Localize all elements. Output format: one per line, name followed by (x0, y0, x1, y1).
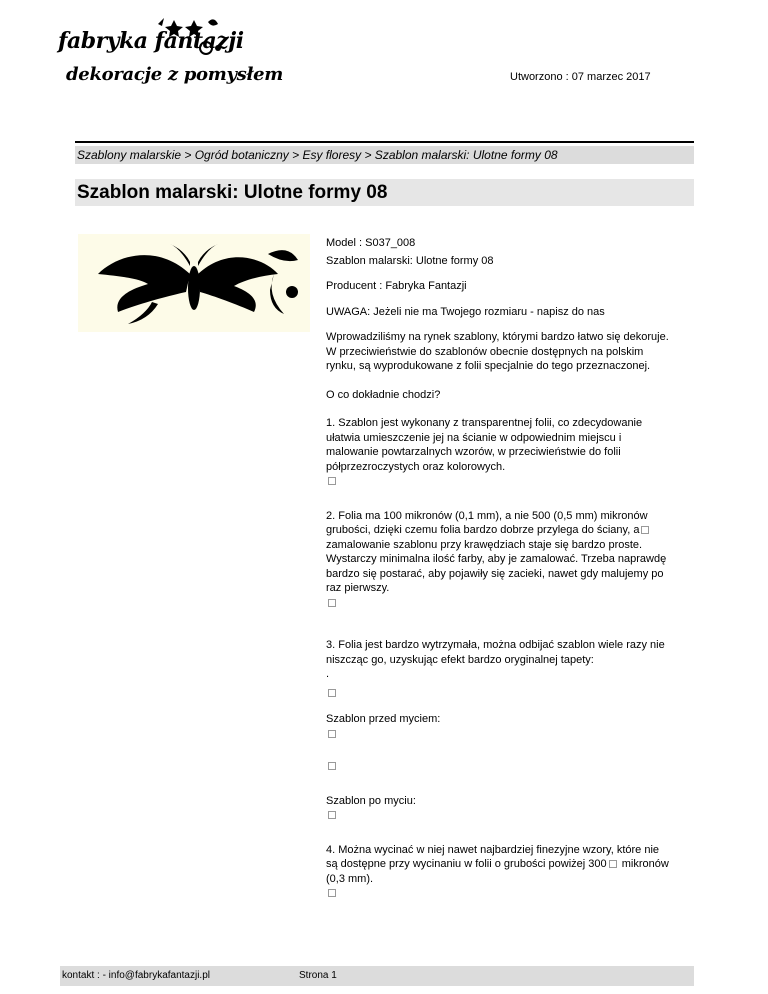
created-date: Utworzono : 07 marzec 2017 (510, 71, 651, 83)
before-wash-label: Szablon przed myciem: (326, 713, 441, 725)
placeholder-icon (641, 526, 649, 534)
point-3-dot: . (326, 668, 330, 680)
product-description (326, 236, 671, 901)
placeholder-icon (326, 727, 671, 742)
intro-paragraph: Wprowadziliśmy na rynek szablony, którymi bardzo łatwo się dekoruje. W przeciwieństwie do szablonów obecnie dostępnych na polskim rynku, są wyprodukowane z folii specjalnie do tego przeznaczonej. (326, 331, 669, 372)
placeholder-icon (326, 596, 671, 611)
placeholder-icon (326, 759, 671, 774)
placeholder-icon (326, 886, 671, 901)
point-4: 4. Można wycinać w niej nawet najbardziej finezyjne wzory, które nie są dostępne przy wycinaniu w folii o grubości powiżej 300 mikronów (0,3 mm). (326, 843, 669, 885)
product-model: Model : S037_008 (326, 237, 416, 249)
logo-line2: dekoracje z pomysłem (66, 64, 283, 85)
product-name: Szablon malarski: Ulotne formy 08 (326, 254, 494, 267)
header-divider (75, 141, 694, 143)
product-image (78, 234, 310, 332)
placeholder-icon (326, 686, 671, 701)
after-wash-label: Szablon po myciu: (326, 794, 416, 807)
footer-contact: kontakt : - info@fabrykafantazji.pl (62, 970, 210, 981)
butterfly-stencil-icon (78, 234, 310, 332)
page-title: Szablon malarski: Ulotne formy 08 (75, 179, 694, 206)
logo-line1: fabryka fantazji (58, 28, 244, 54)
product-notice: UWAGA: Jeżeli nie ma Twojego rozmiaru - napisz do nas (326, 305, 605, 318)
product-producer: Producent : Fabryka Fantazji (326, 280, 467, 292)
footer-page-number: Strona 1 (299, 970, 337, 981)
point-2: 2. Folia ma 100 mikronów (0,1 mm), a nie 500 (0,5 mm) mikronów grubości, dzięki czemu folia bardzo dobrze przylega do ściany, a zamalowanie szablonu przy krawędziach staje się bardzo proste. Wystarczy minimalna ilość farby, aby je zamalować. Trzeba naprawdę bardzo się postarać, aby pojawiły się zacieki, nawet gdy malujemy po raz pierwszy. (326, 509, 667, 594)
page-footer (60, 966, 694, 986)
placeholder-icon (326, 474, 671, 489)
point-3: 3. Folia jest bardzo wytrzymała, można odbijać szablon wiele razy nie niszcząc go, uzyskując efekt bardzo oryginalnej tapety: (326, 639, 665, 666)
point-1: 1. Szablon jest wykonany z transparentnej folii, co zdecydowanie ułatwia umieszczenie jej na ścianie w odpowiednim miejscu i malowanie powtarzalnych wzorów, w przeciwieństwie do folii półprzezroczystych oraz kolorowych. (326, 417, 643, 473)
placeholder-icon (326, 808, 671, 823)
question-heading: O co dokładnie chodzi? (326, 388, 441, 401)
breadcrumb: Szablony malarskie > Ogród botaniczny > Esy floresy > Szablon malarski: Ulotne formy 08 (75, 146, 694, 164)
placeholder-icon (609, 860, 617, 868)
